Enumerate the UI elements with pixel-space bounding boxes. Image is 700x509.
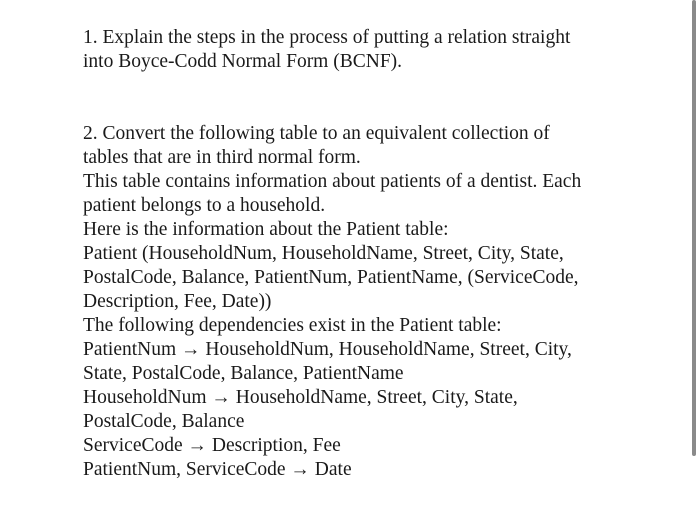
question-1-line: into Boyce-Codd Normal Form (BCNF). [83,51,403,72]
question-2-line: Description, Fee, Date)) [83,291,272,312]
question-2-line: PostalCode, Balance [83,411,245,432]
document-body [83,26,673,482]
question-2-line: State, PostalCode, Balance, PatientName [83,363,404,384]
question-2-line: The following dependencies exist in the Patient table: [83,315,502,336]
question-2-line: 2. Convert the following table to an equivalent collection of [83,123,550,144]
question-2 [83,122,673,482]
question-2-line: ServiceCode → Description, Fee [83,435,341,456]
question-1 [83,26,673,74]
question-2-line: PatientNum → HouseholdNum, HouseholdName, Street, City, [83,339,572,360]
vertical-scrollbar[interactable] [692,0,696,456]
question-2-line: PatientNum, ServiceCode → Date [83,459,352,480]
question-1-line: 1. Explain the steps in the process of putting a relation straight [83,27,571,48]
question-2-line: Patient (HouseholdNum, HouseholdName, Street, City, State, [83,243,564,264]
question-2-line: This table contains information about patients of a dentist. Each [83,171,582,192]
question-2-line: HouseholdNum → HouseholdName, Street, City, State, [83,387,518,408]
question-2-line: PostalCode, Balance, PatientNum, PatientName, (ServiceCode, [83,267,579,288]
question-2-line: patient belongs to a household. [83,195,326,216]
question-2-line: tables that are in third normal form. [83,147,361,168]
paragraph-gap [83,74,673,122]
question-2-line: Here is the information about the Patient table: [83,219,449,240]
